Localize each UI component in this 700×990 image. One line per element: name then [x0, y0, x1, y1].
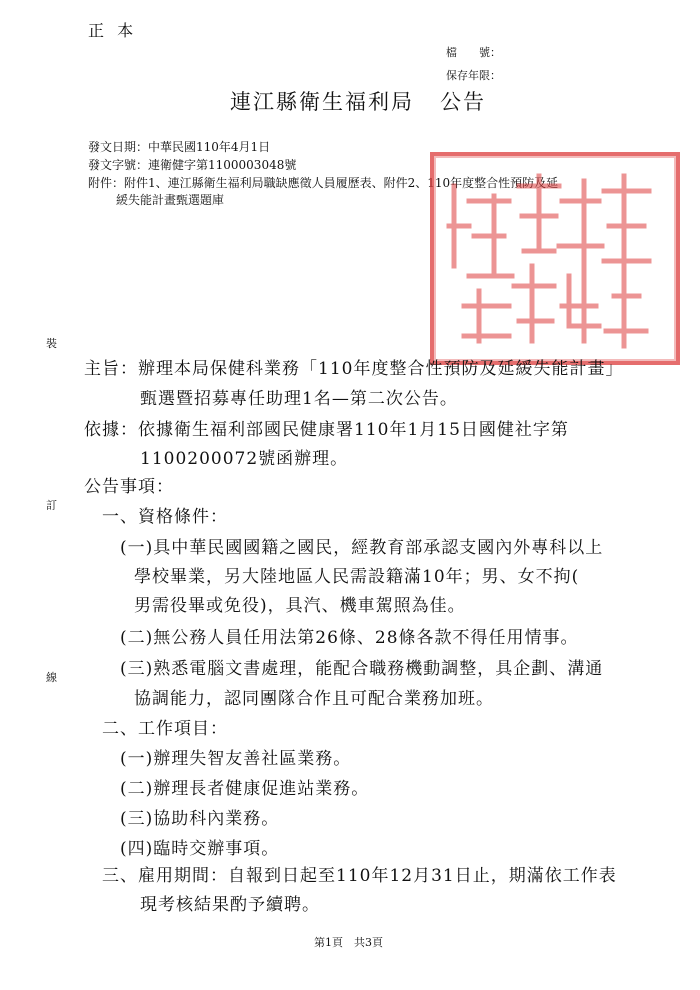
official-seal-stamp: [430, 152, 680, 365]
subject-line-2: 甄選暨招募專任助理1名—第二次公告。: [140, 389, 458, 409]
page-number: 第1頁 共3頁: [314, 936, 383, 949]
work-item-4: (四)臨時交辦事項。: [120, 839, 280, 859]
basis-line-1: 依據：依據衛生福利部國民健康署110年1月15日國健社字第: [84, 420, 569, 440]
subject-line-1: 主旨：辦理本局保健科業務「110年度整合性預防及延緩失能計畫」: [84, 359, 624, 379]
work-item-3: (三)協助科內業務。: [120, 809, 280, 829]
section-qualifications-title: 一、資格條件：: [102, 507, 228, 527]
employment-period-line-1: 三、雇用期間：自報到日起至110年12月31日止，期滿依工作表: [102, 866, 617, 886]
agency-name: 連江縣衛生福利局: [230, 90, 414, 114]
qualification-1-line-1: (一)具中華民國國籍之國民，經教育部承認支國內外專科以上: [120, 538, 604, 558]
section-work-items-title: 二、工作項目：: [102, 719, 228, 739]
work-item-2: (二)辦理長者健康促進站業務。: [120, 779, 370, 799]
qualification-1-line-2: 學校畢業，另大陸地區人民需設籍滿10年；男、女不拘(: [134, 567, 580, 587]
attachments-line-2: 緩失能計畫甄選題庫: [116, 193, 225, 207]
basis-line-2: 1100200072號函辦理。: [140, 449, 349, 469]
file-number-label: 檔 號：: [446, 46, 501, 59]
employment-period-line-2: 現考核結果酌予續聘。: [140, 895, 320, 915]
work-item-1: (一)辦理失智友善社區業務。: [120, 749, 352, 769]
seal-glyph-strokes: [434, 156, 676, 361]
document-type: 公告: [440, 90, 486, 114]
qualification-3-line-1: (三)熟悉電腦文書處理，能配合職務機動調整，具企劃、溝通: [120, 659, 604, 679]
qualification-2: (二)無公務人員任用法第26條、28條各款不得任用情事。: [120, 628, 579, 648]
announcement-items-heading: 公告事項：: [84, 477, 174, 497]
binding-mark-line: 線: [46, 671, 57, 684]
qualification-3-line-2: 協調能力，認同團隊合作且可配合業務加班。: [134, 689, 494, 709]
retention-period-label: 保存年限：: [446, 69, 501, 82]
qualification-1-line-3: 男需役畢或免役)，具汽、機車駕照為佳。: [134, 596, 466, 616]
issue-number: 發文字號：連衛健字第1100003048號: [88, 158, 297, 172]
document-title: [230, 86, 486, 116]
original-copy-label: 正 本: [88, 21, 138, 40]
binding-mark-staple: 訂: [46, 499, 57, 512]
issue-date: 發文日期：中華民國110年4月1日: [88, 140, 271, 154]
attachments-line-1: 附件：附件1、連江縣衛生福利局職缺應徵人員履歷表、附件2、110年度整合性預防及延: [88, 176, 559, 190]
binding-mark-bind: 裝: [46, 337, 57, 350]
